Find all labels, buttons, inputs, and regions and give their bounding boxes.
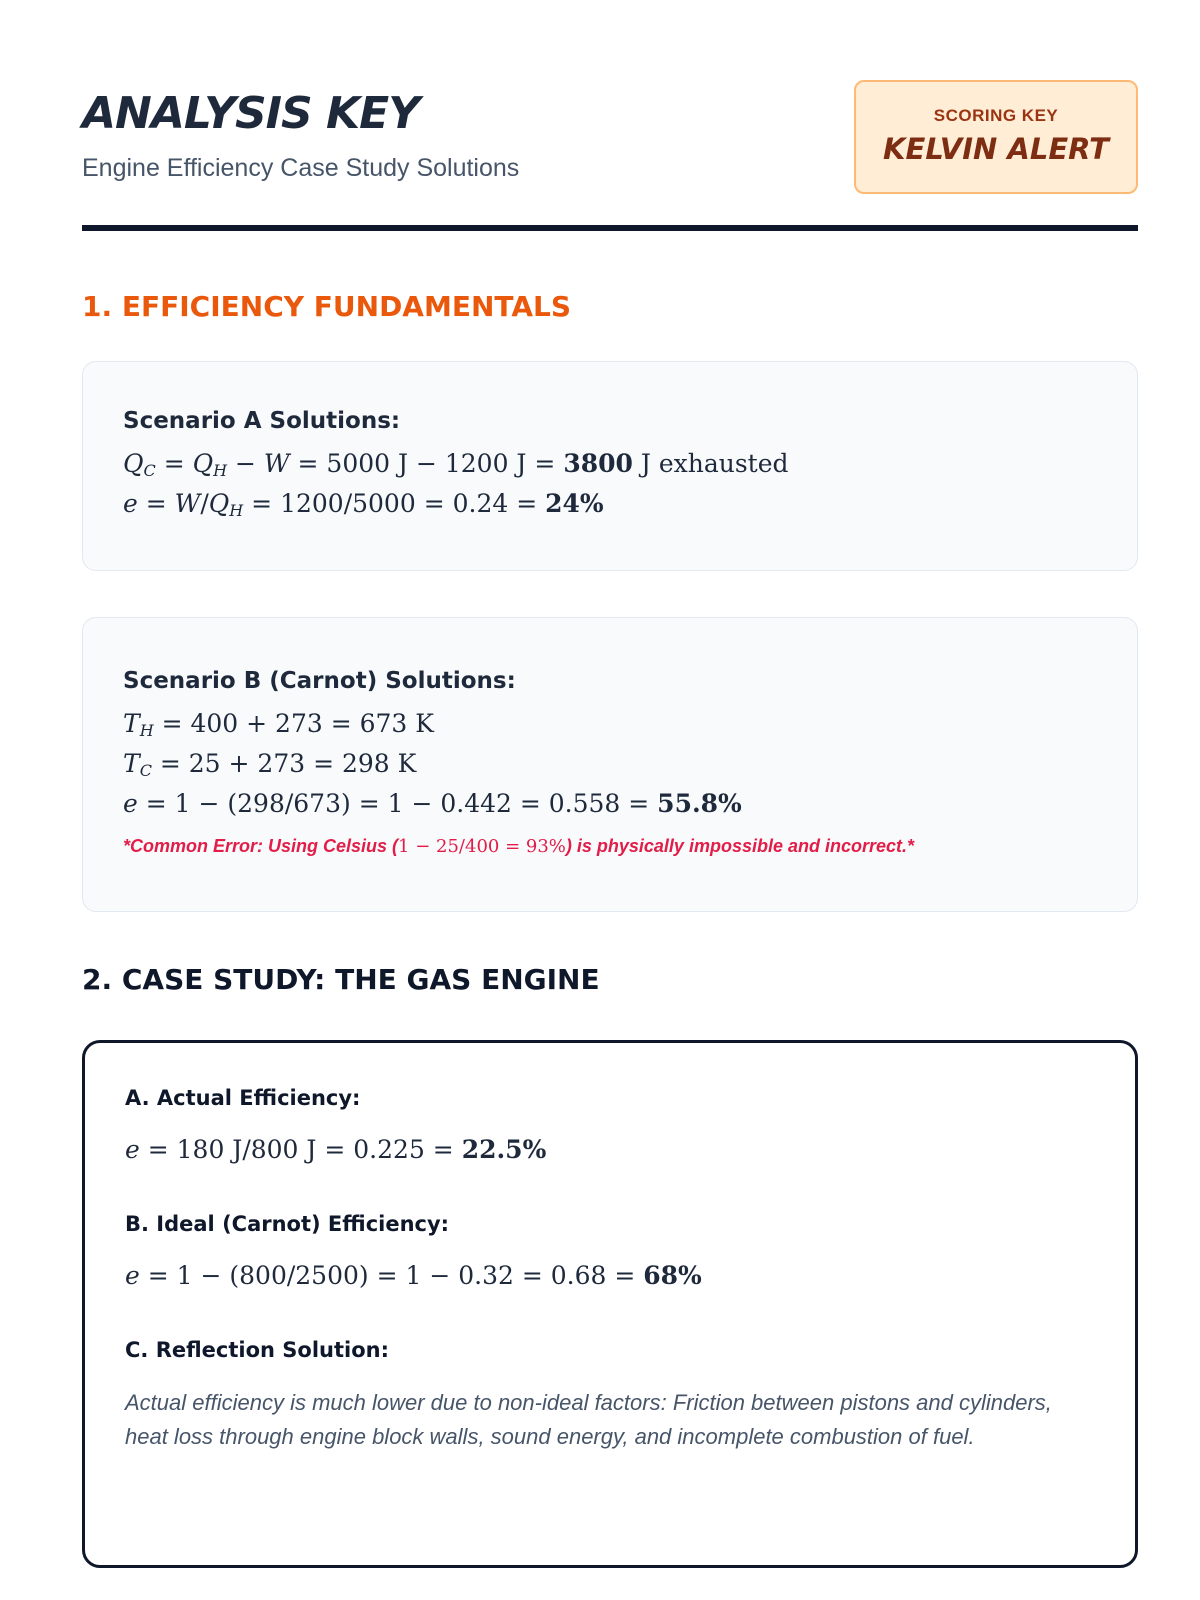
equation-ideal-efficiency: e = 1 − (800/2500) = 1 − 0.32 = 0.68 = 68% bbox=[125, 1261, 702, 1290]
header-divider bbox=[82, 225, 1138, 231]
answer-actual-efficiency: 22.5% bbox=[461, 1135, 547, 1164]
answer-efficiency-b: 55.8% bbox=[657, 789, 742, 818]
scenario-b-card bbox=[82, 617, 1138, 912]
equation-actual-efficiency: e = 180 J/800 J = 0.225 = 22.5% bbox=[125, 1135, 547, 1164]
scenario-a-card bbox=[82, 361, 1138, 571]
error-math: 1 − 25/400 = 93% bbox=[398, 836, 566, 857]
page-subtitle: Engine Efficiency Case Study Solutions bbox=[82, 154, 520, 182]
case-study-box bbox=[82, 1040, 1138, 1568]
part-b-label: B. Ideal (Carnot) Efficiency: bbox=[125, 1212, 450, 1236]
reflection-text: Actual efficiency is much lower due to non-ideal factors: Friction between pistons and cylinders, heat loss through engine block walls, sound energy, and incomplete combustion of fuel. bbox=[125, 1390, 1052, 1449]
page-title: ANALYSIS KEY bbox=[82, 88, 420, 139]
scoring-key-badge bbox=[854, 80, 1138, 194]
section-title-case-study: 2. CASE STUDY: THE GAS ENGINE bbox=[82, 963, 600, 996]
answer-heat-exhausted: 3800 bbox=[563, 449, 633, 478]
part-c-label: C. Reflection Solution: bbox=[125, 1338, 390, 1362]
header bbox=[82, 80, 1138, 230]
equation-cold-temp: $T_C = 25 + 273 = 298$ K bbox=[123, 749, 417, 780]
common-error-note: *Common Error: Using Celsius (1 − 25/400 = 93%) is physically impossible and incorrect.* bbox=[123, 836, 915, 857]
part-a-label: A. Actual Efficiency: bbox=[125, 1086, 361, 1110]
equation-heat-exhausted: $Q_C = Q_H - W = 5000$ J − 1200 J = 3800 J exhausted bbox=[123, 449, 789, 480]
section-title-fundamentals: 1. EFFICIENCY FUNDAMENTALS bbox=[82, 290, 572, 323]
badge-label: SCORING KEY bbox=[933, 106, 1059, 125]
answer-efficiency-a: 24% bbox=[545, 489, 604, 518]
scenario-b-heading: Scenario B (Carnot) Solutions: bbox=[123, 668, 516, 694]
equation-carnot-efficiency-b: e = 1 − (298/673) = 1 − 0.442 = 0.558 = 55.8% bbox=[123, 789, 742, 818]
equation-hot-temp: $T_H = 400 + 273 = 673$ K bbox=[123, 709, 434, 740]
badge-value: KELVIN ALERT bbox=[883, 132, 1109, 166]
equation-efficiency-a: $e = W/Q_H = 1200/5000 = 0.24 = 24\%$ bbox=[123, 489, 604, 520]
scenario-a-heading: Scenario A Solutions: bbox=[123, 408, 401, 434]
answer-ideal-efficiency: 68% bbox=[643, 1261, 702, 1290]
